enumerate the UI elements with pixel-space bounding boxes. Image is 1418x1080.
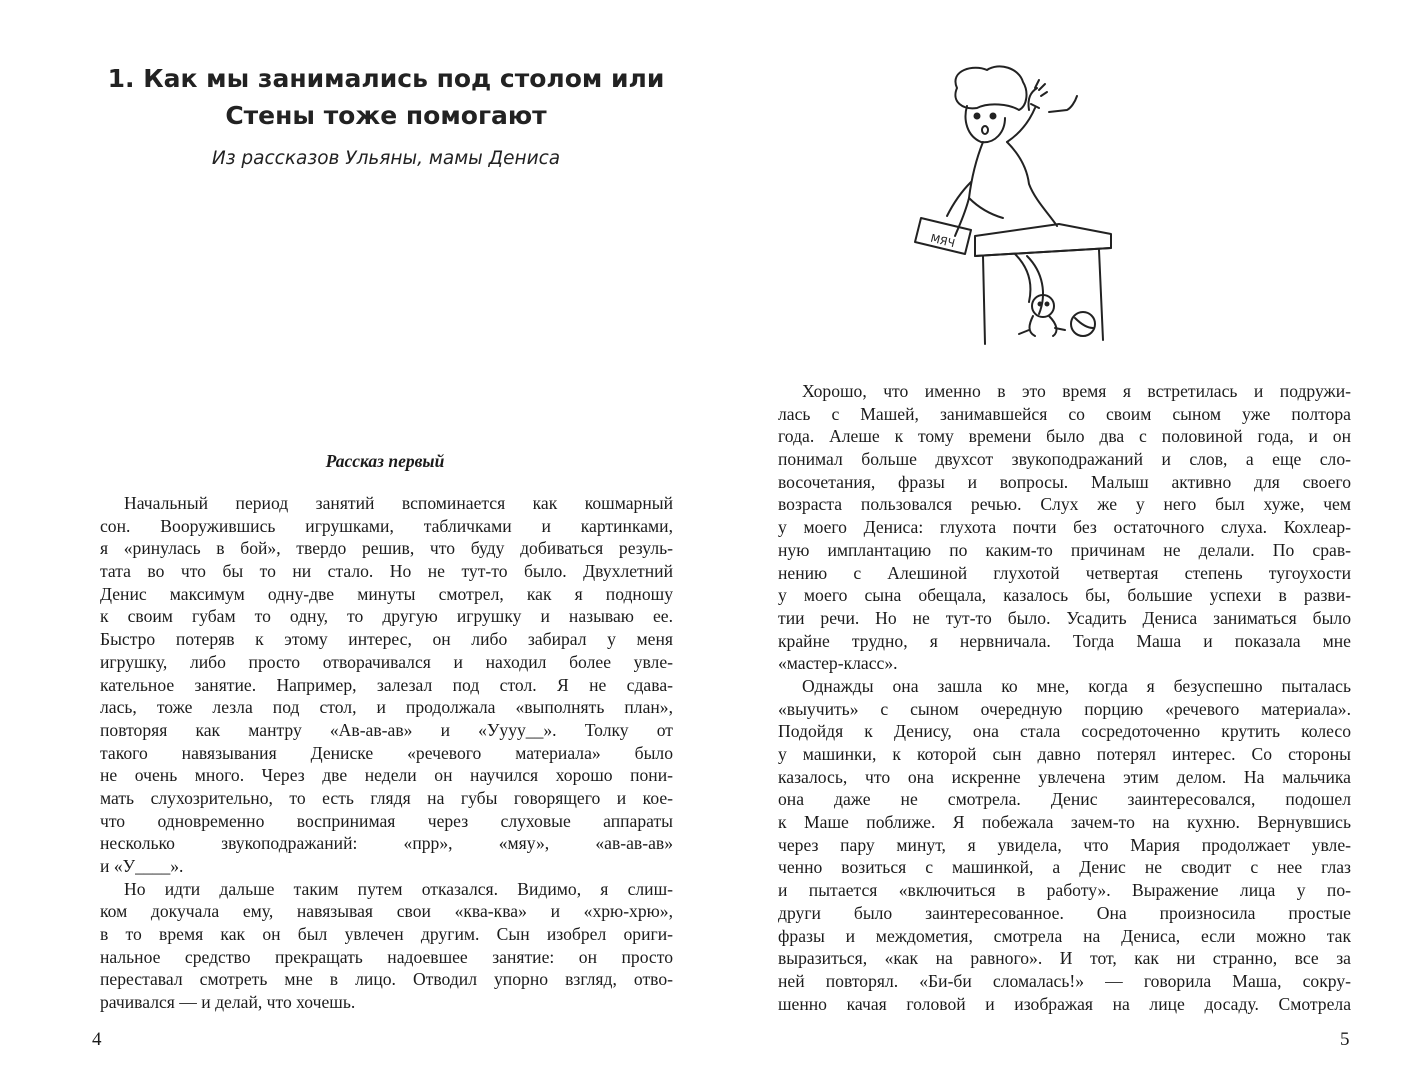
text-line: Быстро потеряв к этому интерес, он либо забирал у меня — [100, 629, 673, 650]
text-line: ней повторял. «Би-би сломалась!» — говорила Маша, сокру- — [778, 970, 1351, 991]
text-line: Но идти дальше таким путем отказался. Видимо, я слиш- — [124, 878, 673, 899]
text-line: к своим губам то одну, то другую игрушку и называю ее. — [100, 606, 673, 627]
card-label: МЯЧ — [929, 231, 957, 251]
text-line: Однажды она зашла ко мне, когда я безуспешно пыталась — [802, 675, 1351, 696]
text-line: возраста пользовался речью. Слух же у него был хуже, чем — [778, 494, 1351, 515]
text-line: нению с Алешиной глухотой четвертая степень тугоухости — [778, 562, 1351, 583]
text-line: рачивался — и делай, что хочешь. — [100, 992, 356, 1013]
right-page — [709, 0, 1418, 1080]
chapter-title-line: Стены тоже помогают — [225, 101, 547, 130]
text-line: Хорошо, что именно в это время я встретилась и подружи- — [802, 381, 1351, 401]
text-line: несколько звукоподражаний: «прр», «мяу», «ав-ав-ав» — [100, 833, 673, 854]
text-line: кательное занятие. Например, залезал под стол. Я не сдава- — [100, 674, 673, 695]
text-line: у моего сына обещала, казалось бы, большие успехи в разви- — [778, 585, 1351, 606]
text-line: сон. Вооружившись игрушками, табличками и картинками, — [100, 515, 673, 536]
text-line: ком докучала ему, навязывая свои «ква-ква» и «хрю-хрю», — [100, 901, 673, 922]
text-line: шенно качая головой и изображая на лице досаду. Смотрела — [778, 993, 1351, 1014]
text-line: у машинки, к которой сын давно потерял интерес. Со стороны — [778, 744, 1351, 764]
text-line: в то время как он был увлечен другим. Сын изобрел ориги- — [100, 924, 673, 945]
text-line: что одновременно воспринимая через слуховые аппараты — [100, 810, 673, 831]
chapter-title — [90, 60, 682, 134]
text-line: переставал смотреть мне в лицо. Отводил упорно взгляд, отво- — [100, 969, 673, 990]
text-line: восочетания, фразы и вопросы. Малыш активно для своего — [778, 471, 1351, 492]
page-number: 4 — [92, 1029, 102, 1050]
text-line: она даже не смотрела. Денис заинтересовался, подошел — [778, 789, 1351, 810]
text-line: други было заинтересованное. Она произносила простые — [778, 902, 1351, 923]
text-line: «выучить» с сыном очередную порцию «речевого материала». — [778, 698, 1351, 719]
text-line: выразиться, «как на равного». И тот, как ни странно, все за — [778, 948, 1351, 969]
text-line: через пару минут, я увидела, что Мария продолжает увле- — [778, 834, 1351, 855]
text-line: и «У____». — [100, 856, 184, 876]
text-line: ченно возиться с машинкой, а Денис не сводит с нее глаз — [778, 857, 1351, 878]
text-line: Подойдя к Денису, она стала сосредоточенно крутить колесо — [778, 721, 1351, 742]
text-line: Начальный период занятий вспоминается как кошмарный — [124, 493, 673, 513]
text-line: мать слухозрительно, то есть глядя на губы говорящего и кое- — [100, 787, 673, 808]
chapter-subtitle: Из рассказов Ульяны, мамы Дениса — [211, 148, 561, 169]
text-line: тии речи. Но не тут-то было. Усадить Дениса заниматься было — [778, 607, 1351, 628]
text-line: и пытается «включиться в работу». Выражение лица у по- — [778, 880, 1351, 901]
text-line: казалось, что она искренне увлечена этим делом. На мальчика — [778, 766, 1351, 787]
text-line: лась, тоже лезла под стол, и продолжала «выполнять план», — [100, 697, 673, 718]
text-line: «мастер-класс». — [778, 653, 898, 674]
text-line: лась с Машей, занимавшейся со своим сыном уже полтора — [778, 403, 1351, 424]
text-line: я «ринулась в бой», твердо решив, что буду добиваться резуль- — [100, 538, 673, 559]
text-line: ную имплантацию по каким-то причинам не делали. По срав- — [778, 539, 1351, 560]
text-line: такого навязывания Дениске «речевого материала» было — [100, 742, 673, 763]
text-line: игрушку, либо просто отворачивался и находил более увле- — [100, 651, 673, 672]
illustration-woman-table-child — [879, 58, 1149, 348]
page-number: 5 — [1340, 1029, 1350, 1050]
text-line: к Маше поближе. Я побежала зачем-то на кухню. Вернувшись — [778, 812, 1351, 833]
text-line: тата во что бы то ни стало. Но не тут-то было. Двухлетний — [100, 561, 673, 582]
text-line: фразы и междометия, смотрела на Дениса, если можно так — [778, 925, 1351, 946]
text-line: года. Алеше к тому времени было два с половиной года, и он — [778, 426, 1351, 447]
story-heading: Рассказ первый — [325, 451, 445, 471]
left-page-text — [100, 492, 673, 1014]
text-line: повторяя как мантру «Ав-ав-ав» и «Уууу__». Толку от — [100, 719, 673, 740]
chapter-title-line: 1. Как мы занимались под столом или — [107, 64, 665, 93]
text-line: не очень много. Через две недели он научился хорошо пони- — [100, 765, 673, 786]
text-line: Денис максимум одну-две минуты смотрел, как я подношу — [100, 583, 673, 604]
right-page-text — [778, 380, 1351, 1015]
text-line: у моего Дениса: глухота почти без остаточного слуха. Кохлеар- — [778, 517, 1351, 538]
text-line: нальное средство прекращать надоевшее занятие: он просто — [100, 946, 673, 967]
text-line: крайне трудно, я нервничала. Тогда Маша и показала мне — [778, 630, 1351, 651]
text-line: понимал больше двухсот звукоподражаний и слов, а еще сло- — [778, 449, 1351, 470]
